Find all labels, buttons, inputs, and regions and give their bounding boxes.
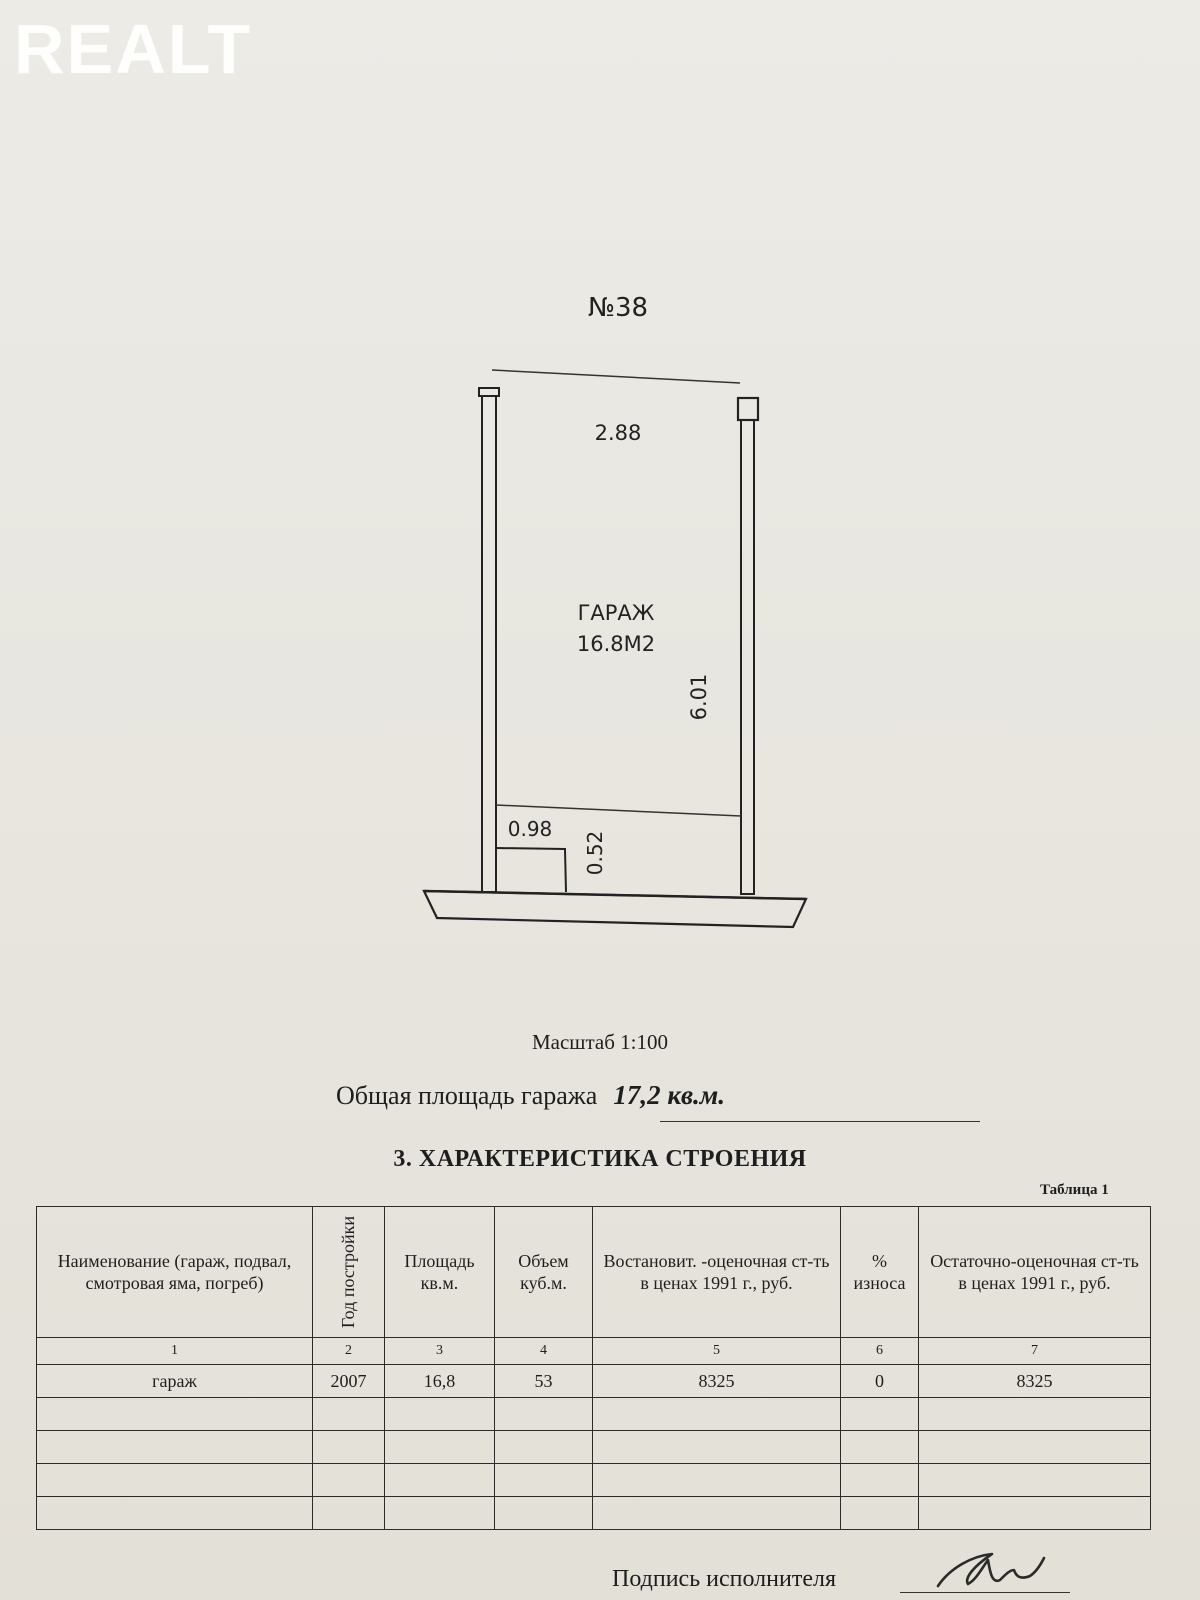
cell-wear: 0: [841, 1365, 919, 1398]
cell-empty: [593, 1398, 841, 1431]
table-row: [37, 1497, 1151, 1530]
foundation-strip: [424, 891, 806, 927]
cell-name: гараж: [37, 1365, 313, 1398]
cell-empty: [37, 1398, 313, 1431]
cell-empty: [495, 1497, 593, 1530]
cell-volume: 53: [495, 1365, 593, 1398]
cell-empty: [37, 1464, 313, 1497]
total-area: [336, 1080, 735, 1111]
column-number: 4: [495, 1338, 593, 1365]
table-row: [37, 1365, 1151, 1398]
header-year: [313, 1207, 385, 1338]
cell-restoration-cost: 8325: [593, 1365, 841, 1398]
right-wall: [741, 420, 754, 894]
table-row: [37, 1464, 1151, 1497]
pit-width-label: 0.98: [507, 817, 553, 841]
cell-year: 2007: [313, 1365, 385, 1398]
right-column: [738, 398, 758, 420]
table-row: [37, 1398, 1151, 1431]
cell-empty: [313, 1398, 385, 1431]
total-area-value: 17,2 кв.м.: [613, 1080, 726, 1110]
column-number: 3: [385, 1338, 495, 1365]
pit-boundary-line: [496, 805, 741, 816]
header-residual-cost: Остаточно-оценочная ст-ть в ценах 1991 г., руб.: [919, 1207, 1151, 1338]
signature-label: Подпись исполнителя: [612, 1566, 836, 1592]
column-number: 6: [841, 1338, 919, 1365]
cell-empty: [919, 1398, 1151, 1431]
cell-area: 16,8: [385, 1365, 495, 1398]
column-number: 5: [593, 1338, 841, 1365]
cell-empty: [385, 1464, 495, 1497]
total-area-underline: [660, 1121, 980, 1122]
cell-empty: [37, 1497, 313, 1530]
cell-empty: [919, 1431, 1151, 1464]
building-characteristics-table: [36, 1206, 1151, 1530]
room-area: 16.8М2: [576, 632, 656, 656]
inspection-pit: [496, 848, 566, 892]
cell-empty: [313, 1497, 385, 1530]
cell-empty: [919, 1464, 1151, 1497]
column-number: 2: [313, 1338, 385, 1365]
width-dimension-line: [492, 370, 740, 383]
cell-empty: [313, 1464, 385, 1497]
table-row: [37, 1431, 1151, 1464]
width-dimension-label: 2.88: [594, 421, 642, 445]
column-number-row: [37, 1338, 1151, 1365]
column-number: 1: [37, 1338, 313, 1365]
cell-empty: [495, 1431, 593, 1464]
section-title: 3. ХАРАКТЕРИСТИКА СТРОЕНИЯ: [393, 1146, 807, 1172]
length-dimension-label: 6.01: [687, 673, 711, 721]
cell-empty: [495, 1398, 593, 1431]
header-name: Наименование (гараж, подвал, смотровая яма, погреб): [37, 1207, 313, 1338]
cell-residual-cost: 8325: [919, 1365, 1151, 1398]
pit-depth-label: 0.52: [583, 830, 607, 876]
room-name: ГАРАЖ: [577, 601, 655, 625]
realt-watermark: REALT: [14, 10, 253, 88]
cell-empty: [313, 1431, 385, 1464]
cell-empty: [593, 1431, 841, 1464]
header-volume: Объем куб.м.: [495, 1207, 593, 1338]
header-restoration-cost: Востановит. -оценочная ст-ть в ценах 1991 г., руб.: [593, 1207, 841, 1338]
cell-empty: [37, 1431, 313, 1464]
cell-empty: [385, 1431, 495, 1464]
cell-empty: [841, 1464, 919, 1497]
signature-mark: [930, 1540, 1070, 1596]
cell-empty: [841, 1497, 919, 1530]
total-area-label: Общая площадь гаража: [336, 1081, 598, 1110]
cell-empty: [385, 1398, 495, 1431]
cell-empty: [841, 1398, 919, 1431]
cell-empty: [919, 1497, 1151, 1530]
header-year-text: Год постройки: [338, 1215, 359, 1329]
scale-label: Масштаб 1:100: [531, 1030, 668, 1054]
left-wall-cap: [479, 388, 499, 396]
plan-number: №38: [587, 293, 649, 323]
cell-empty: [593, 1464, 841, 1497]
table-caption: Таблица 1: [1040, 1182, 1109, 1198]
header-area: Площадь кв.м.: [385, 1207, 495, 1338]
left-wall: [482, 396, 496, 892]
cell-empty: [495, 1464, 593, 1497]
cell-empty: [385, 1497, 495, 1530]
cell-empty: [841, 1431, 919, 1464]
header-wear: % износа: [841, 1207, 919, 1338]
column-number: 7: [919, 1338, 1151, 1365]
cell-empty: [593, 1497, 841, 1530]
